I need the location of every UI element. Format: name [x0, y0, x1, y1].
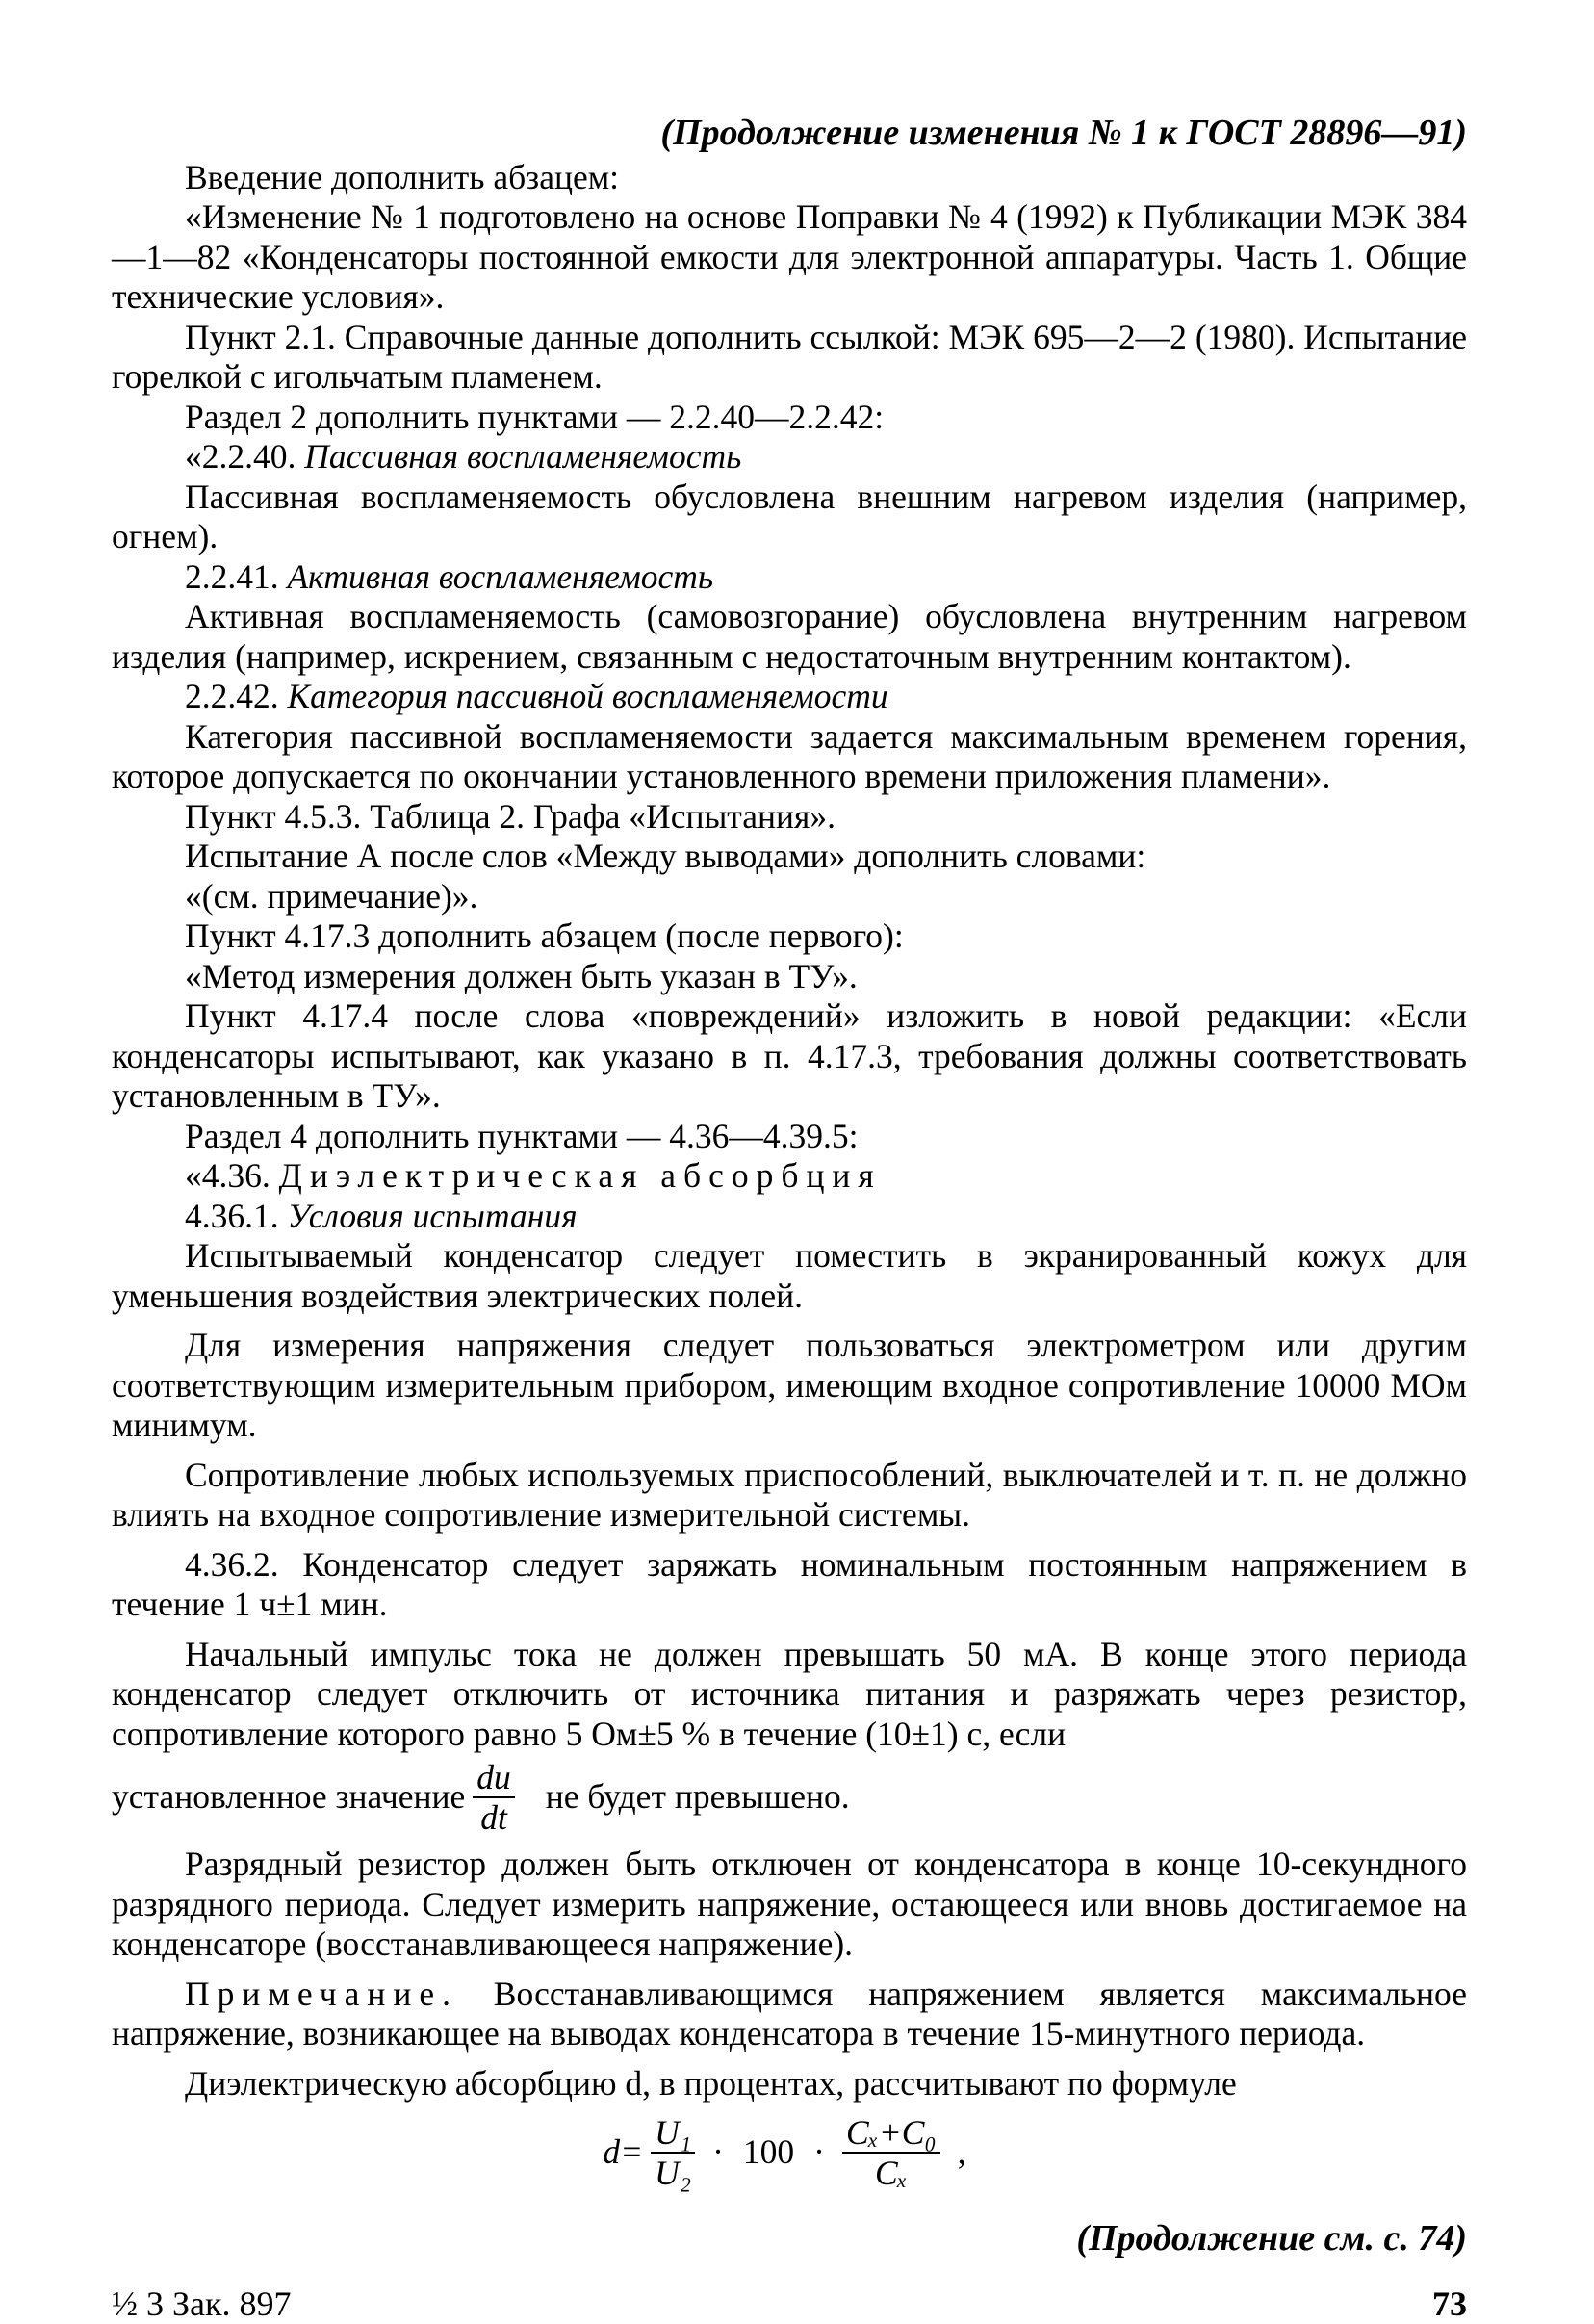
section-title: Условия испытания [288, 1197, 578, 1235]
formula-text-after: не будет превышено. [546, 1777, 850, 1818]
paragraph: Сопротивление любых используемых приспособлений, выключателей и т. п. не должно влиять на входное сопротивление измерительной системы. [112, 1456, 1467, 1536]
absorption-formula [112, 2113, 1467, 2192]
section-number: «4.36. [185, 1156, 270, 1195]
running-header: (Продолжение изменения № 1 к ГОСТ 28896—91) [112, 114, 1467, 154]
note-paragraph [112, 1975, 1467, 2054]
paragraph: Начальный импульс тока не должен превышать 50 мА. В конце этого периода конденсатор следует отключить от источника питания и разряжать через резистор, сопротивление которого равно 5 Ом±5 % в течение (10±1) с, если [112, 1635, 1467, 1755]
paragraph: Пассивная воспламеняемость обусловлена внешним нагревом изделия (например, огнем). [112, 478, 1467, 557]
section-title: Пассивная воспламеняемость [304, 437, 741, 476]
paragraph: 4.36.2. Конденсатор следует заряжать номинальным постоянным напряжением в течение 1 ч±1 мин. [112, 1545, 1467, 1625]
paragraph: Активная воспламеняемость (самовозгорание) обусловлена внутренним нагревом изделия (например, искрением, связанным с недостаточным внутренним контактом). [112, 597, 1467, 677]
formula-text-before: установленное значение [112, 1777, 465, 1818]
section-title: Диэлектрическая абсорбция [279, 1156, 882, 1195]
page-footer [112, 2285, 1467, 2324]
document-body [112, 114, 1467, 2324]
section-heading [112, 677, 1467, 717]
section-heading [112, 1197, 1467, 1237]
section-number: 4.36.1. [185, 1197, 279, 1235]
section-number: 2.2.41. [185, 557, 279, 596]
fraction-numerator: du [473, 1758, 515, 1798]
section-heading [112, 1156, 1467, 1197]
paragraph: Пункт 4.17.4 после слова «повреждений» изложить в новой редакции: «Если конденсаторы испытывают, как указано в п. 4.17.3, требования должны соответствовать установленным в ТУ». [112, 996, 1467, 1117]
derivative-fraction [473, 1758, 515, 1837]
paragraph: Категория пассивной воспламеняемости задается максимальным временем горения, которое допускается по окончании установленного времени приложения пламени». [112, 717, 1467, 797]
inline-formula-line [112, 1758, 1467, 1837]
fraction-denominator: U₂ [651, 2154, 695, 2192]
section-title: Категория пассивной воспламеняемости [288, 677, 888, 715]
note-label: Примечание. [185, 1975, 458, 2013]
fraction-numerator: U₁ [651, 2113, 695, 2154]
paragraph: Раздел 2 дополнить пунктами — 2.2.40—2.2.42: [112, 398, 1467, 438]
multiply-dot: · [712, 2132, 724, 2173]
continuation-note: (Продолжение см. с. 74) [112, 2219, 1467, 2259]
section-heading [112, 437, 1467, 478]
section-number: 2.2.42. [185, 677, 279, 715]
paragraph: Испытываемый конденсатор следует поместить в экранированный кожух для уменьшения воздействия электрических полей. [112, 1236, 1467, 1316]
paragraph: Введение дополнить абзацем: [112, 158, 1467, 198]
print-order-number: ½ 3 Зак. 897 [112, 2285, 292, 2324]
capacitance-fraction [842, 2113, 940, 2192]
paragraph: Пункт 4.17.3 дополнить абзацем (после первого): [112, 917, 1467, 957]
paragraph: Испытание А после слов «Между выводами» дополнить словами: [112, 837, 1467, 877]
paragraph: Для измерения напряжения следует пользоваться электрометром или другим соответствующим измерительным прибором, имеющим входное сопротивление 10000 МОм минимум. [112, 1326, 1467, 1446]
voltage-ratio-fraction [651, 2113, 695, 2192]
formula-constant: 100 [743, 2132, 794, 2173]
paragraph: «Изменение № 1 подготовлено на основе Поправки № 4 (1992) к Публикации МЭК 384—1—82 «Конденсаторы постоянной емкости для электронной аппаратуры. Часть 1. Общие технические условия». [112, 197, 1467, 318]
formula-lhs: d= [603, 2132, 643, 2173]
paragraph: Пункт 4.5.3. Таблица 2. Графа «Испытания». [112, 797, 1467, 838]
note-text: Восстанавливающимся напряжением является максимальное напряжение, возникающее на выводах конденсатора в течение 15-минутного периода. [112, 1975, 1467, 2053]
section-number: «2.2.40. [185, 437, 296, 476]
page-number: 73 [1432, 2285, 1467, 2324]
paragraph: Диэлектрическую абсорбцию d, в процентах, рассчитывают по формуле [112, 2064, 1467, 2105]
paragraph: «Метод измерения должен быть указан в ТУ». [112, 957, 1467, 997]
formula-comma: , [958, 2132, 966, 2173]
section-heading [112, 557, 1467, 598]
fraction-denominator: Cₓ [871, 2154, 912, 2192]
paragraph: Разрядный резистор должен быть отключен от конденсатора в конце 10-секундного разрядного периода. Следует измерить напряжение, остающееся или вновь достигаемое на конденсаторе (восстанавливающееся напряжение). [112, 1845, 1467, 1965]
paragraph: Пункт 2.1. Справочные данные дополнить ссылкой: МЭК 695—2—2 (1980). Испытание горелкой с игольчатым пламенем. [112, 318, 1467, 398]
paragraph: Раздел 4 дополнить пунктами — 4.36—4.39.5: [112, 1117, 1467, 1157]
fraction-numerator: Cₓ+C₀ [842, 2113, 940, 2154]
paragraph: «(см. примечание)». [112, 877, 1467, 917]
multiply-dot: · [813, 2132, 825, 2173]
fraction-denominator: dt [476, 1798, 511, 1837]
section-title: Активная воспламеняемость [288, 557, 714, 596]
